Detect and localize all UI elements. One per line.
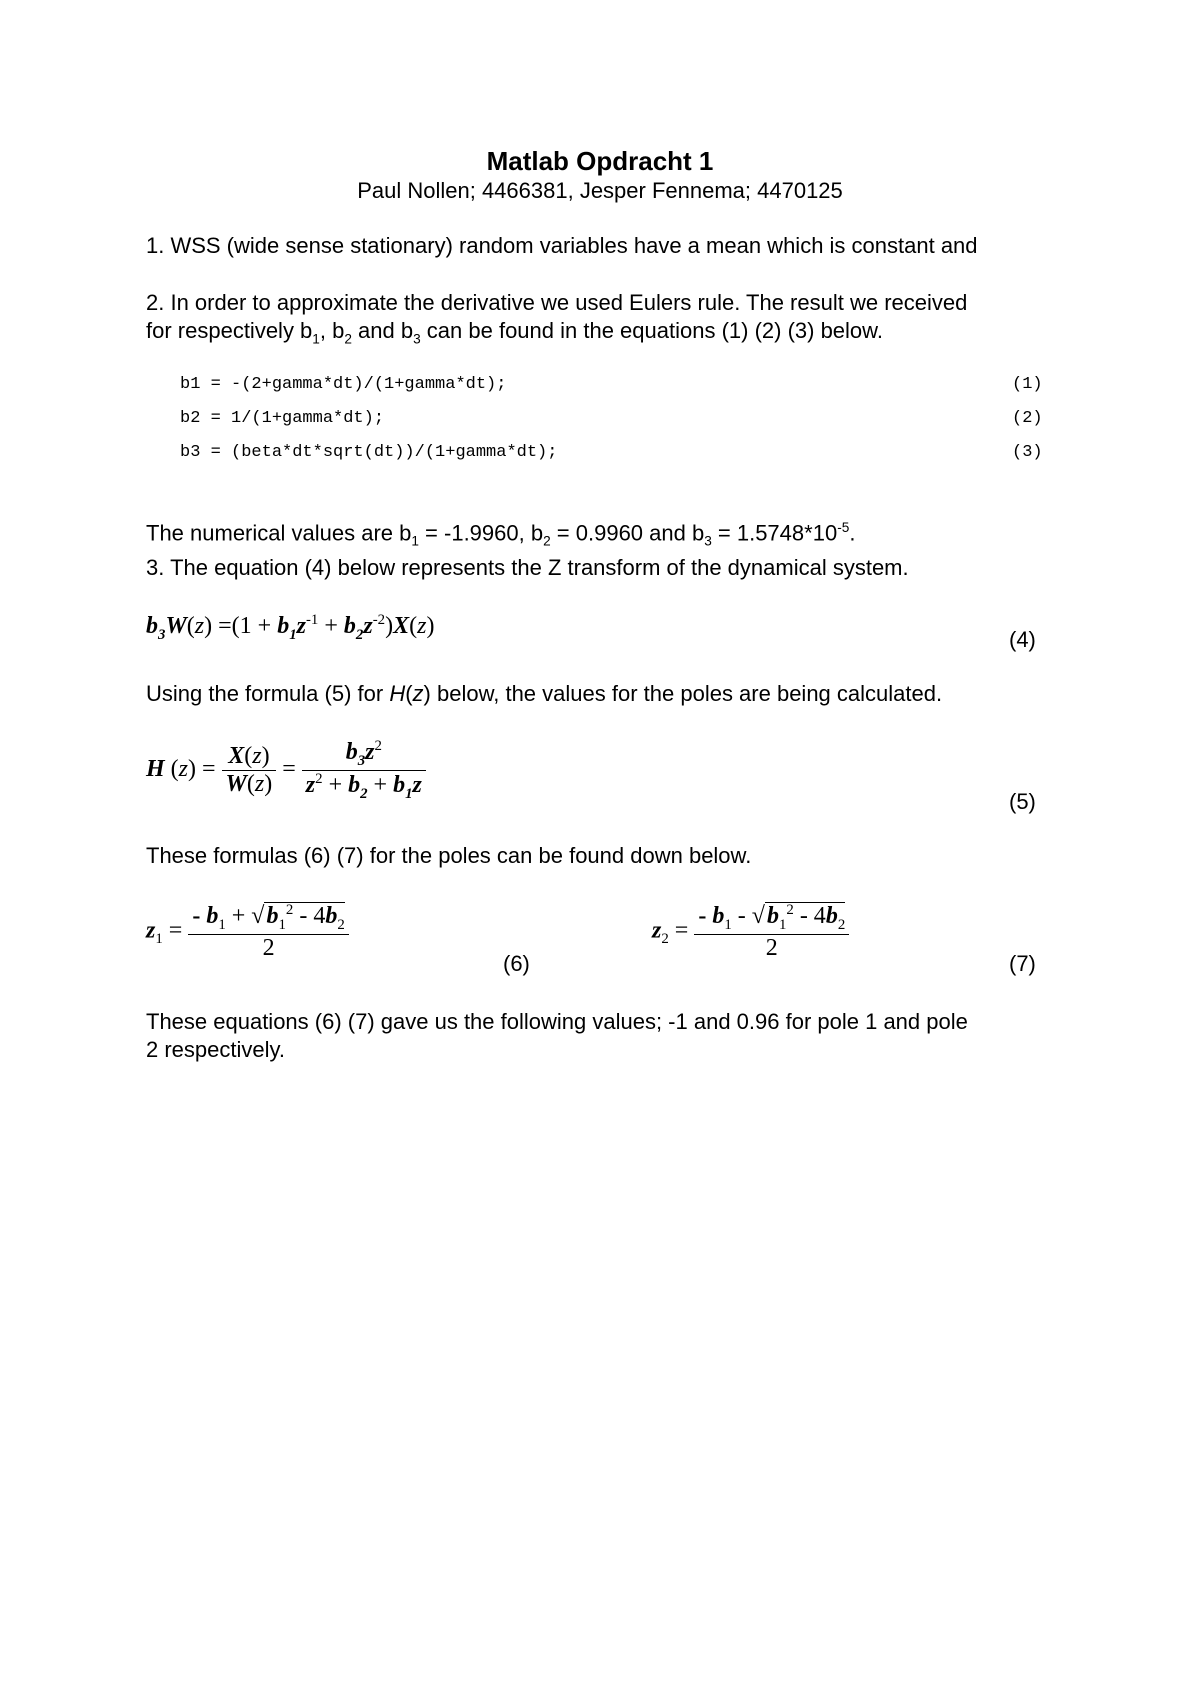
code-line-b1: b1 = -(2+gamma*dt)/(1+gamma*dt); — [180, 375, 507, 394]
equation-number-7: (7) — [1009, 951, 1036, 976]
equation-number-4: (4) — [1009, 627, 1036, 652]
code-line-b3: b3 = (beta*dt*sqrt(dt))/(1+gamma*dt); — [180, 443, 558, 462]
question-1-text: 1. WSS (wide sense stationary) random variables have a mean which is constant and — [146, 233, 978, 258]
conclusion-line-2: 2 respectively. — [146, 1037, 285, 1062]
equation-5-formula: H (z) = $\frac{X(z)}{W(z)}$ = $\frac{b_3z^2}{z^2 + b_2 + b_1z}$ — [146, 738, 426, 803]
authors-line: Paul Nollen; 4466381, Jesper Fennema; 4470125 — [357, 178, 843, 203]
equation-6-formula: $z_1$ = $\frac{- b_1 + √b_1^2 - 4b_2}{2}$ — [146, 902, 349, 962]
equation-4-formula: $b_3W(z) =(1 + b_1z^{-1} + b_2z^{-2})X(z)$ — [146, 612, 435, 643]
conclusion-line-1: These equations (6) (7) gave us the following values; -1 and 0.96 for pole 1 and pole — [146, 1009, 968, 1034]
equation-7-formula: $z_2$ = $\frac{- b_1 - √b_1^2 - 4b_2}{2}$ — [652, 902, 849, 962]
equation-number-5: (5) — [1009, 789, 1036, 814]
formula-5-intro: Using the formula (5) for H(z) below, the values for the poles are being calculated. — [146, 681, 943, 706]
equation-number-3: (3) — [1012, 443, 1043, 462]
page-title: Matlab Opdracht 1 — [486, 146, 714, 176]
fraction-pole-2: $\frac{- b_1 - √b_1^2 - 4b_2}{2}$ — [694, 902, 849, 962]
question-2-line-1: 2. In order to approximate the derivative we used Eulers rule. The result we received — [146, 290, 968, 315]
equation-number-2: (2) — [1012, 409, 1043, 428]
numerical-values-text: The numerical values are $b_1 = -1.9960$, $b_2 = 0.9960$ and $b_3 = 1.5748*10^{-5}$. — [146, 520, 856, 549]
equation-number-1: (1) — [1012, 375, 1043, 394]
question-3-text: 3. The equation (4) below represents the Z transform of the dynamical system. — [146, 555, 909, 580]
equation-number-6: (6) — [503, 951, 530, 976]
code-line-b2: b2 = 1/(1+gamma*dt); — [180, 409, 385, 428]
question-2-line-2: for respectively $b_1$, $b_2$ and $b_3$ can be found in the equations (1) (2) (3) below. — [146, 318, 883, 347]
fraction-pole-1: $\frac{- b_1 + √b_1^2 - 4b_2}{2}$ — [188, 902, 348, 962]
fraction-transfer-function: $\frac{b_3z^2}{z^2 + b_2 + b_1z}$ — [302, 738, 426, 803]
fraction-x-over-w: $\frac{X(z)}{W(z)}$ — [222, 743, 277, 798]
poles-intro-text: These formulas (6) (7) for the poles can be found down below. — [146, 843, 752, 868]
